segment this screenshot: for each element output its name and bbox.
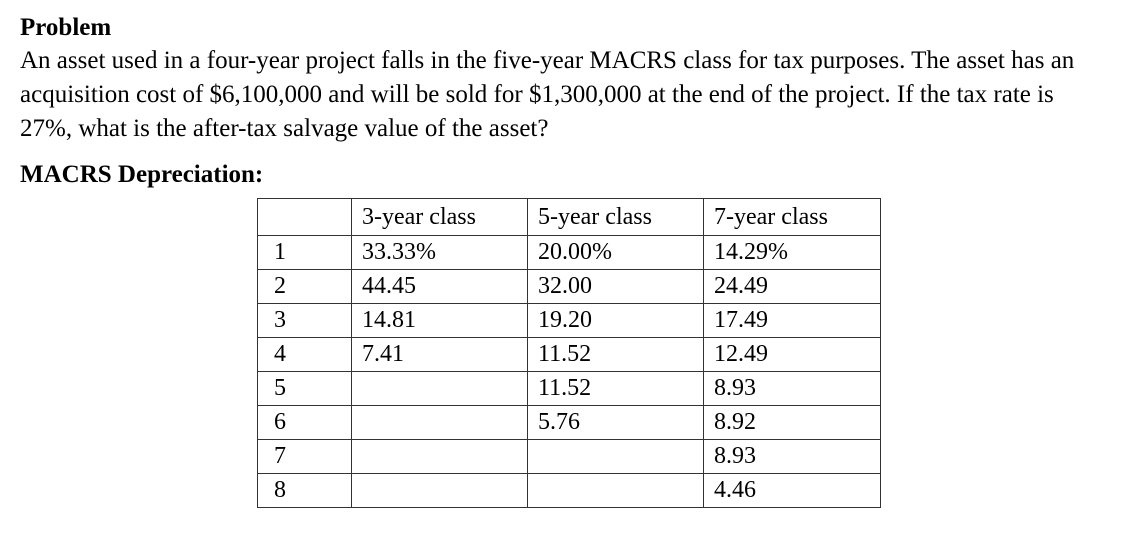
column-header-5-year: 5-year class [528, 199, 704, 236]
column-header-7-year: 7-year class [704, 199, 881, 236]
rate-cell-3-year [352, 372, 528, 406]
year-cell: 7 [258, 440, 352, 474]
rate-cell-7-year: 8.93 [704, 372, 881, 406]
rate-cell-3-year: 7.41 [352, 338, 528, 372]
problem-text: An asset used in a four-year project falls in the five-year MACRS class for tax purposes. The asset has an acquisition cost of $6,100,000 and will be sold for $1,300,000 at the end of the project. If the tax rate is 27%, what is the after-tax salvage value of the asset? [20, 47, 1075, 142]
rate-cell-7-year: 12.49 [704, 338, 881, 372]
rate-cell-5-year: 19.20 [528, 304, 704, 338]
year-cell: 5 [258, 372, 352, 406]
table-row [258, 372, 881, 406]
table-row [258, 474, 881, 508]
rate-cell-3-year [352, 440, 528, 474]
table-row [258, 406, 881, 440]
table-row [258, 338, 881, 372]
year-cell: 8 [258, 474, 352, 508]
year-cell: 2 [258, 270, 352, 304]
macrs-header-row [258, 199, 881, 236]
rate-cell-3-year: 14.81 [352, 304, 528, 338]
rate-cell-7-year: 14.29% [704, 236, 881, 270]
rate-cell-7-year: 24.49 [704, 270, 881, 304]
year-cell: 3 [258, 304, 352, 338]
rate-cell-7-year: 8.93 [704, 440, 881, 474]
rate-cell-5-year: 5.76 [528, 406, 704, 440]
rate-cell-5-year [528, 474, 704, 508]
problem-heading: Problem [20, 14, 112, 41]
rate-cell-5-year: 11.52 [528, 372, 704, 406]
table-row [258, 304, 881, 338]
document [20, 12, 1120, 190]
table-row [258, 236, 881, 270]
rate-cell-3-year: 44.45 [352, 270, 528, 304]
rate-cell-5-year [528, 440, 704, 474]
rate-cell-5-year: 20.00% [528, 236, 704, 270]
rate-cell-3-year [352, 474, 528, 508]
table-row [258, 270, 881, 304]
year-cell: 1 [258, 236, 352, 270]
rate-cell-5-year: 32.00 [528, 270, 704, 304]
year-cell: 6 [258, 406, 352, 440]
rate-cell-7-year: 4.46 [704, 474, 881, 508]
rate-cell-3-year [352, 406, 528, 440]
rate-cell-3-year: 33.33% [352, 236, 528, 270]
table-row [258, 440, 881, 474]
rate-cell-5-year: 11.52 [528, 338, 704, 372]
macrs-heading: MACRS Depreciation: [20, 161, 264, 188]
column-header-3-year: 3-year class [352, 199, 528, 236]
rate-cell-7-year: 17.49 [704, 304, 881, 338]
year-column-header [258, 199, 352, 236]
year-cell: 4 [258, 338, 352, 372]
macrs-table [257, 198, 881, 508]
rate-cell-7-year: 8.92 [704, 406, 881, 440]
